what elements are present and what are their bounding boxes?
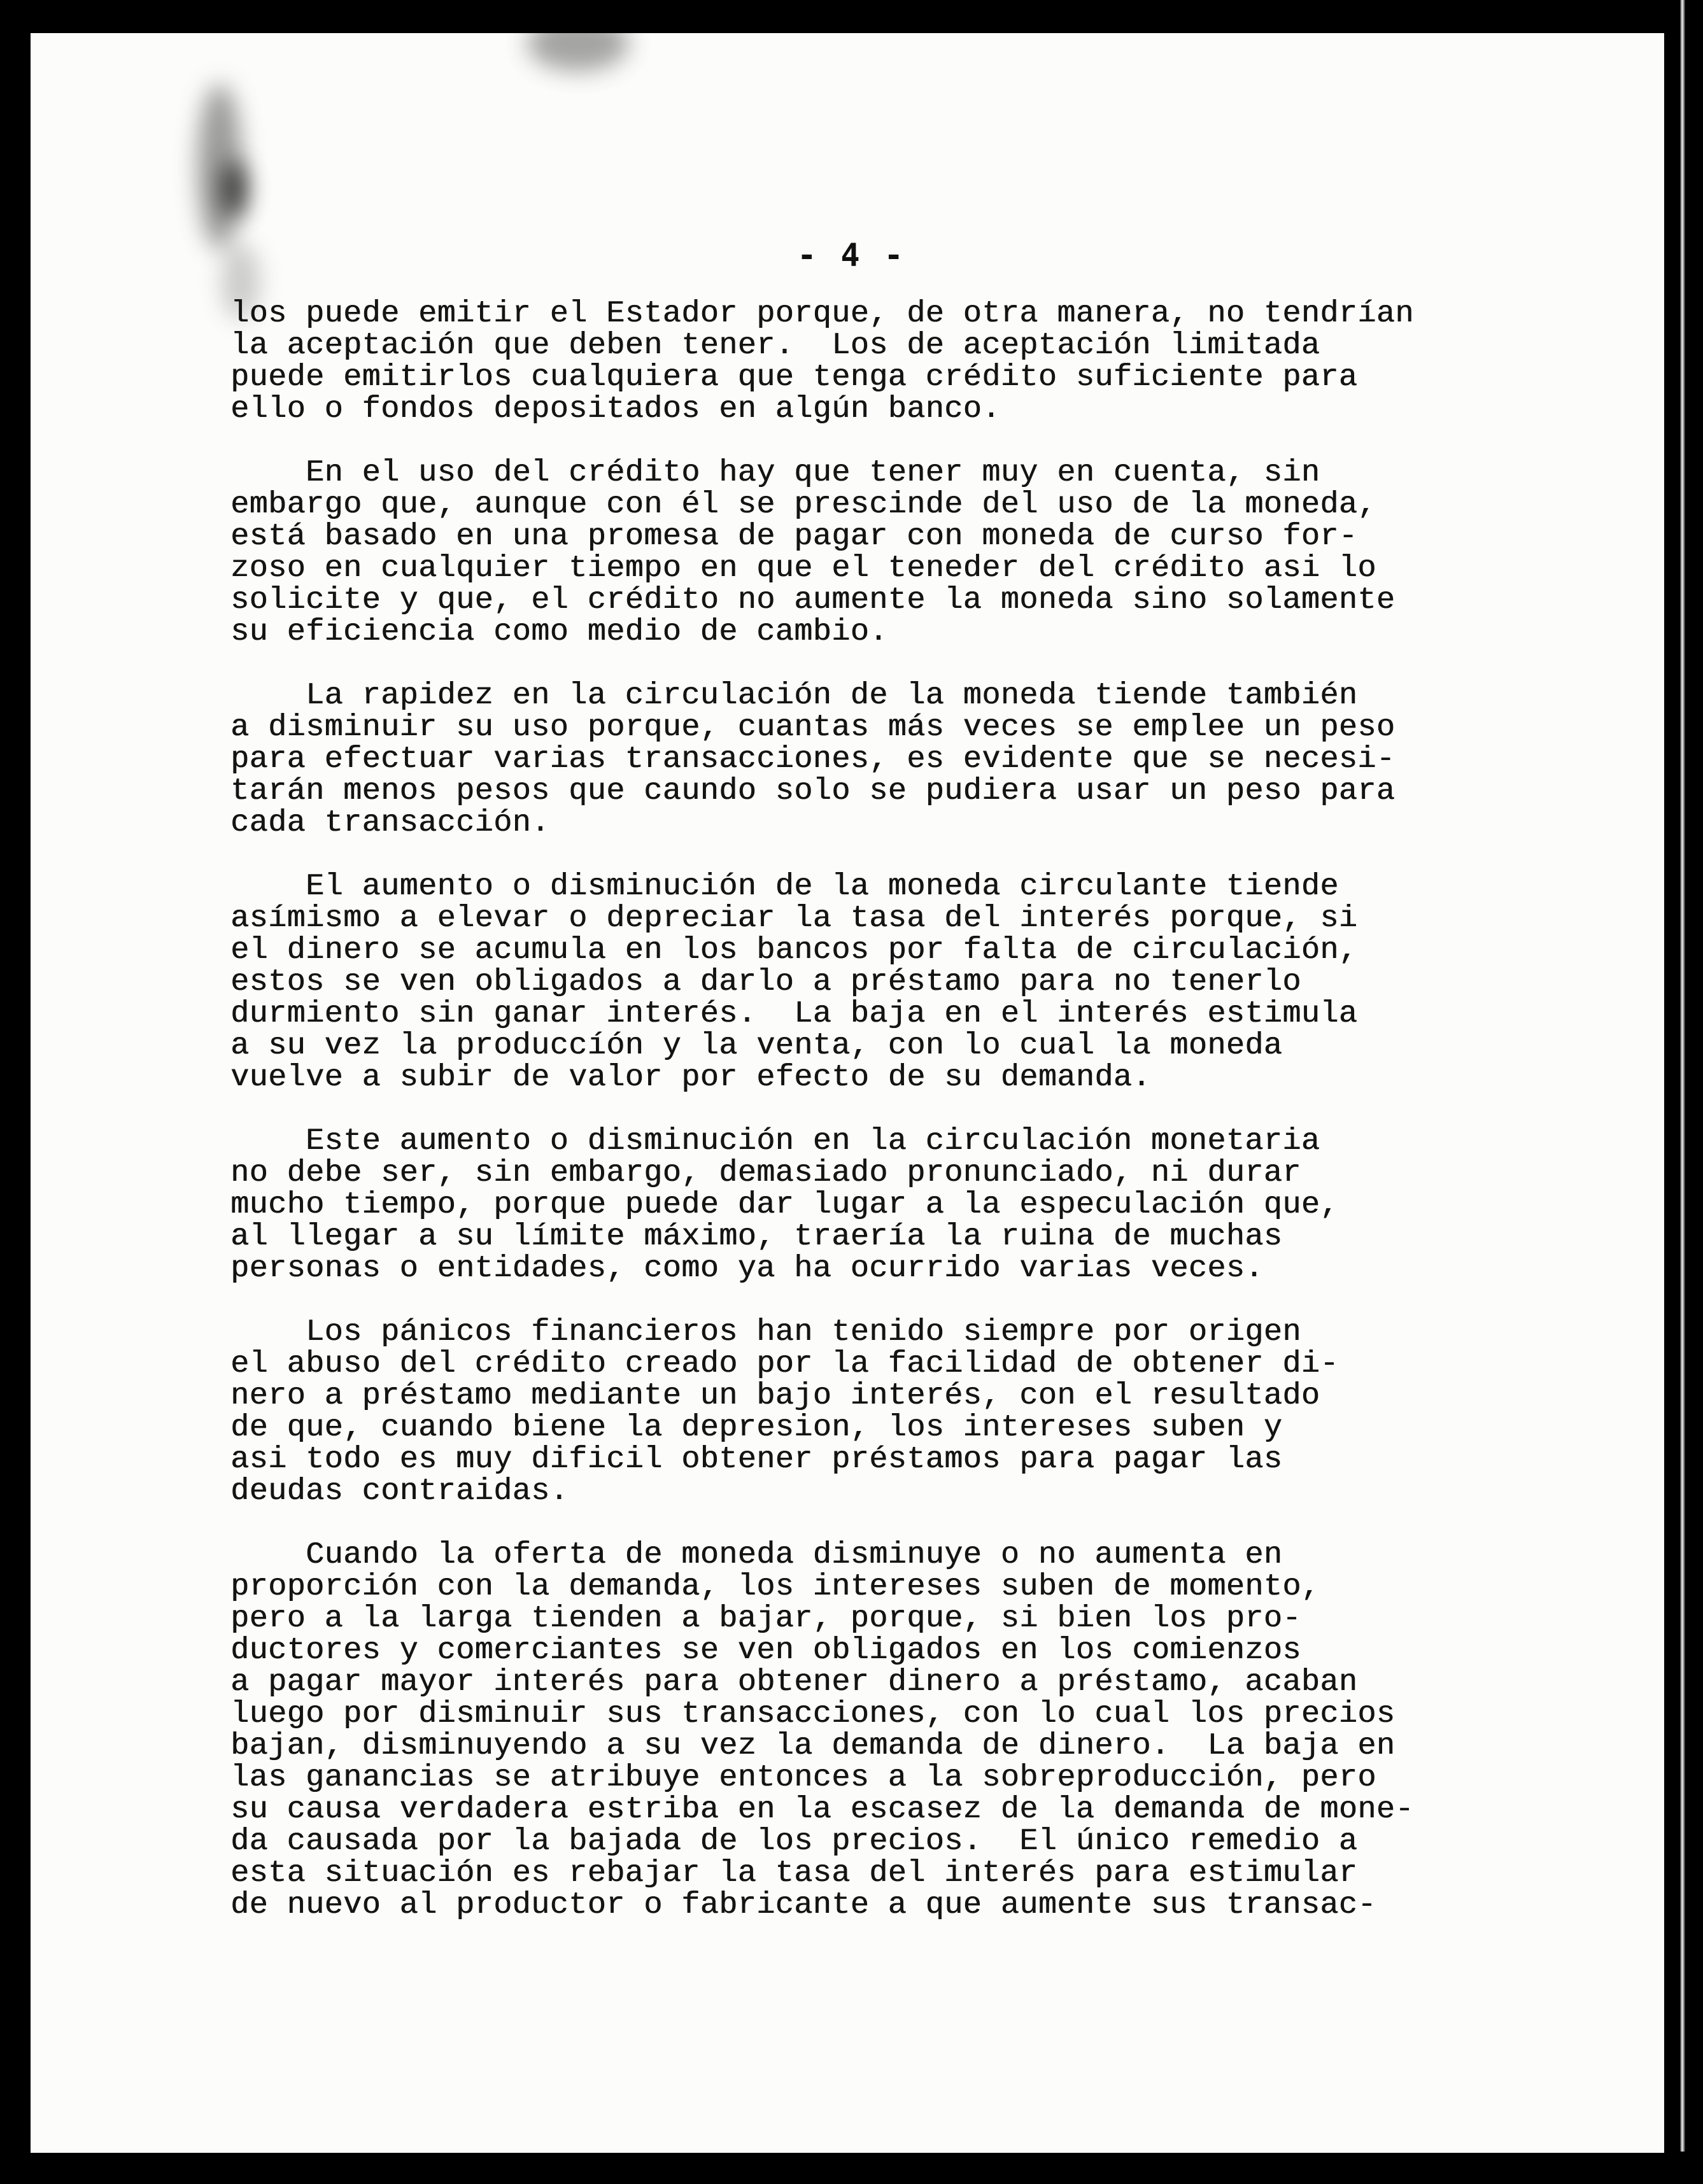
text-line: personas o entidades, como ya ha ocurrido varias veces. xyxy=(230,1251,1264,1286)
text-line: su eficiencia como medio de cambio. xyxy=(230,614,888,649)
text-line: de nuevo al productor o fabricante a que aumente sus transac- xyxy=(230,1887,1376,1922)
text-line: cada transacción. xyxy=(230,805,550,840)
text-line: Cuando la oferta de moneda disminuye o no aumenta en xyxy=(230,1537,1283,1572)
page-stack-edge xyxy=(1680,0,1685,2152)
text-line: el abuso del crédito creado por la facilidad de obtener di- xyxy=(230,1346,1339,1381)
text-line: deudas contraidas. xyxy=(230,1474,569,1509)
text-line: Los pánicos financieros han tenido siempre por origen xyxy=(230,1314,1301,1349)
page-number: - 4 - xyxy=(797,237,906,274)
text-line: pero a la larga tienden a bajar, porque, si bien los pro- xyxy=(230,1601,1301,1636)
text-line: bajan, disminuyendo a su vez la demanda de dinero. La baja en xyxy=(230,1728,1396,1763)
text-line: En el uso del crédito hay que tener muy en cuenta, sin xyxy=(230,455,1320,490)
text-line: estos se ven obligados a darlo a préstamo para no tenerlo xyxy=(230,964,1301,999)
text-line: puede emitirlos cualquiera que tenga crédito suficiente para xyxy=(230,360,1358,395)
text-line: las ganancias se atribuye entonces a la sobreproducción, pero xyxy=(230,1760,1376,1795)
text-line: durmiento sin ganar interés. La baja en el interés estimula xyxy=(230,996,1358,1031)
text-line: tarán menos pesos que caundo solo se pudiera usar un peso para xyxy=(230,773,1396,808)
text-line: esta situación es rebajar la tasa del interés para estimular xyxy=(230,1856,1358,1891)
text-line: ductores y comerciantes se ven obligados en los comienzos xyxy=(230,1633,1301,1668)
text-line: no debe ser, sin embargo, demasiado pronunciado, ni durar xyxy=(230,1155,1301,1190)
text-line: Este aumento o disminución en la circulación monetaria xyxy=(230,1124,1320,1159)
text-line: embargo que, aunque con él se prescinde del uso de la moneda, xyxy=(230,487,1376,522)
text-line: luego por disminuir sus transacciones, con lo cual los precios xyxy=(230,1696,1396,1731)
text-line: mucho tiempo, porque puede dar lugar a la especulación que, xyxy=(230,1187,1339,1222)
text-line: asímismo a elevar o depreciar la tasa del interés porque, si xyxy=(230,901,1358,936)
text-line: al llegar a su límite máximo, traería la ruina de muchas xyxy=(230,1219,1283,1254)
text-line: a pagar mayor interés para obtener dinero a préstamo, acaban xyxy=(230,1665,1358,1700)
document-body xyxy=(230,298,1529,1953)
text-line: nero a préstamo mediante un bajo interés, con el resultado xyxy=(230,1378,1320,1413)
text-line: proporción con la demanda, los intereses suben de momento, xyxy=(230,1569,1320,1604)
paragraph xyxy=(230,1125,1529,1285)
text-line: El aumento o disminución de la moneda circulante tiende xyxy=(230,869,1339,904)
text-line: ello o fondos depositados en algún banco. xyxy=(230,391,1001,426)
text-line: zoso en cualquier tiempo en que el teneder del crédito asi lo xyxy=(230,551,1376,586)
text-line: da causada por la bajada de los precios. El único remedio a xyxy=(230,1824,1358,1859)
text-line: solicite y que, el crédito no aumente la moneda sino solamente xyxy=(230,582,1396,617)
text-line: a su vez la produccíón y la venta, con lo cual la moneda xyxy=(230,1028,1283,1063)
paragraph xyxy=(230,457,1529,648)
text-line: a disminuir su uso porque, cuantas más veces se emplee un peso xyxy=(230,710,1396,745)
paragraph xyxy=(230,1539,1529,1921)
paragraph xyxy=(230,871,1529,1094)
ink-smudge xyxy=(222,160,247,218)
text-line: su causa verdadera estriba en la escasez de la demanda de mone- xyxy=(230,1792,1414,1827)
text-line: para efectuar varias transacciones, es evidente que se necesi- xyxy=(230,742,1396,777)
text-line: asi todo es muy dificil obtener préstamos para pagar las xyxy=(230,1442,1283,1477)
ink-smudge xyxy=(527,33,629,71)
text-line: La rapidez en la circulación de la moneda tiende también xyxy=(230,678,1358,713)
text-line: vuelve a subir de valor por efecto de su demanda. xyxy=(230,1060,1151,1095)
paragraph xyxy=(230,298,1529,425)
text-line: la aceptación que deben tener. Los de aceptación limitada xyxy=(230,328,1320,363)
paragraph xyxy=(230,680,1529,839)
text-line: está basado en una promesa de pagar con moneda de curso for- xyxy=(230,519,1358,554)
text-line: los puede emitir el Estador porque, de otra manera, no tendrían xyxy=(230,296,1414,331)
text-line: de que, cuando biene la depresion, los intereses suben y xyxy=(230,1410,1283,1445)
text-line: el dinero se acumula en los bancos por falta de circulación, xyxy=(230,933,1358,968)
paragraph xyxy=(230,1316,1529,1507)
